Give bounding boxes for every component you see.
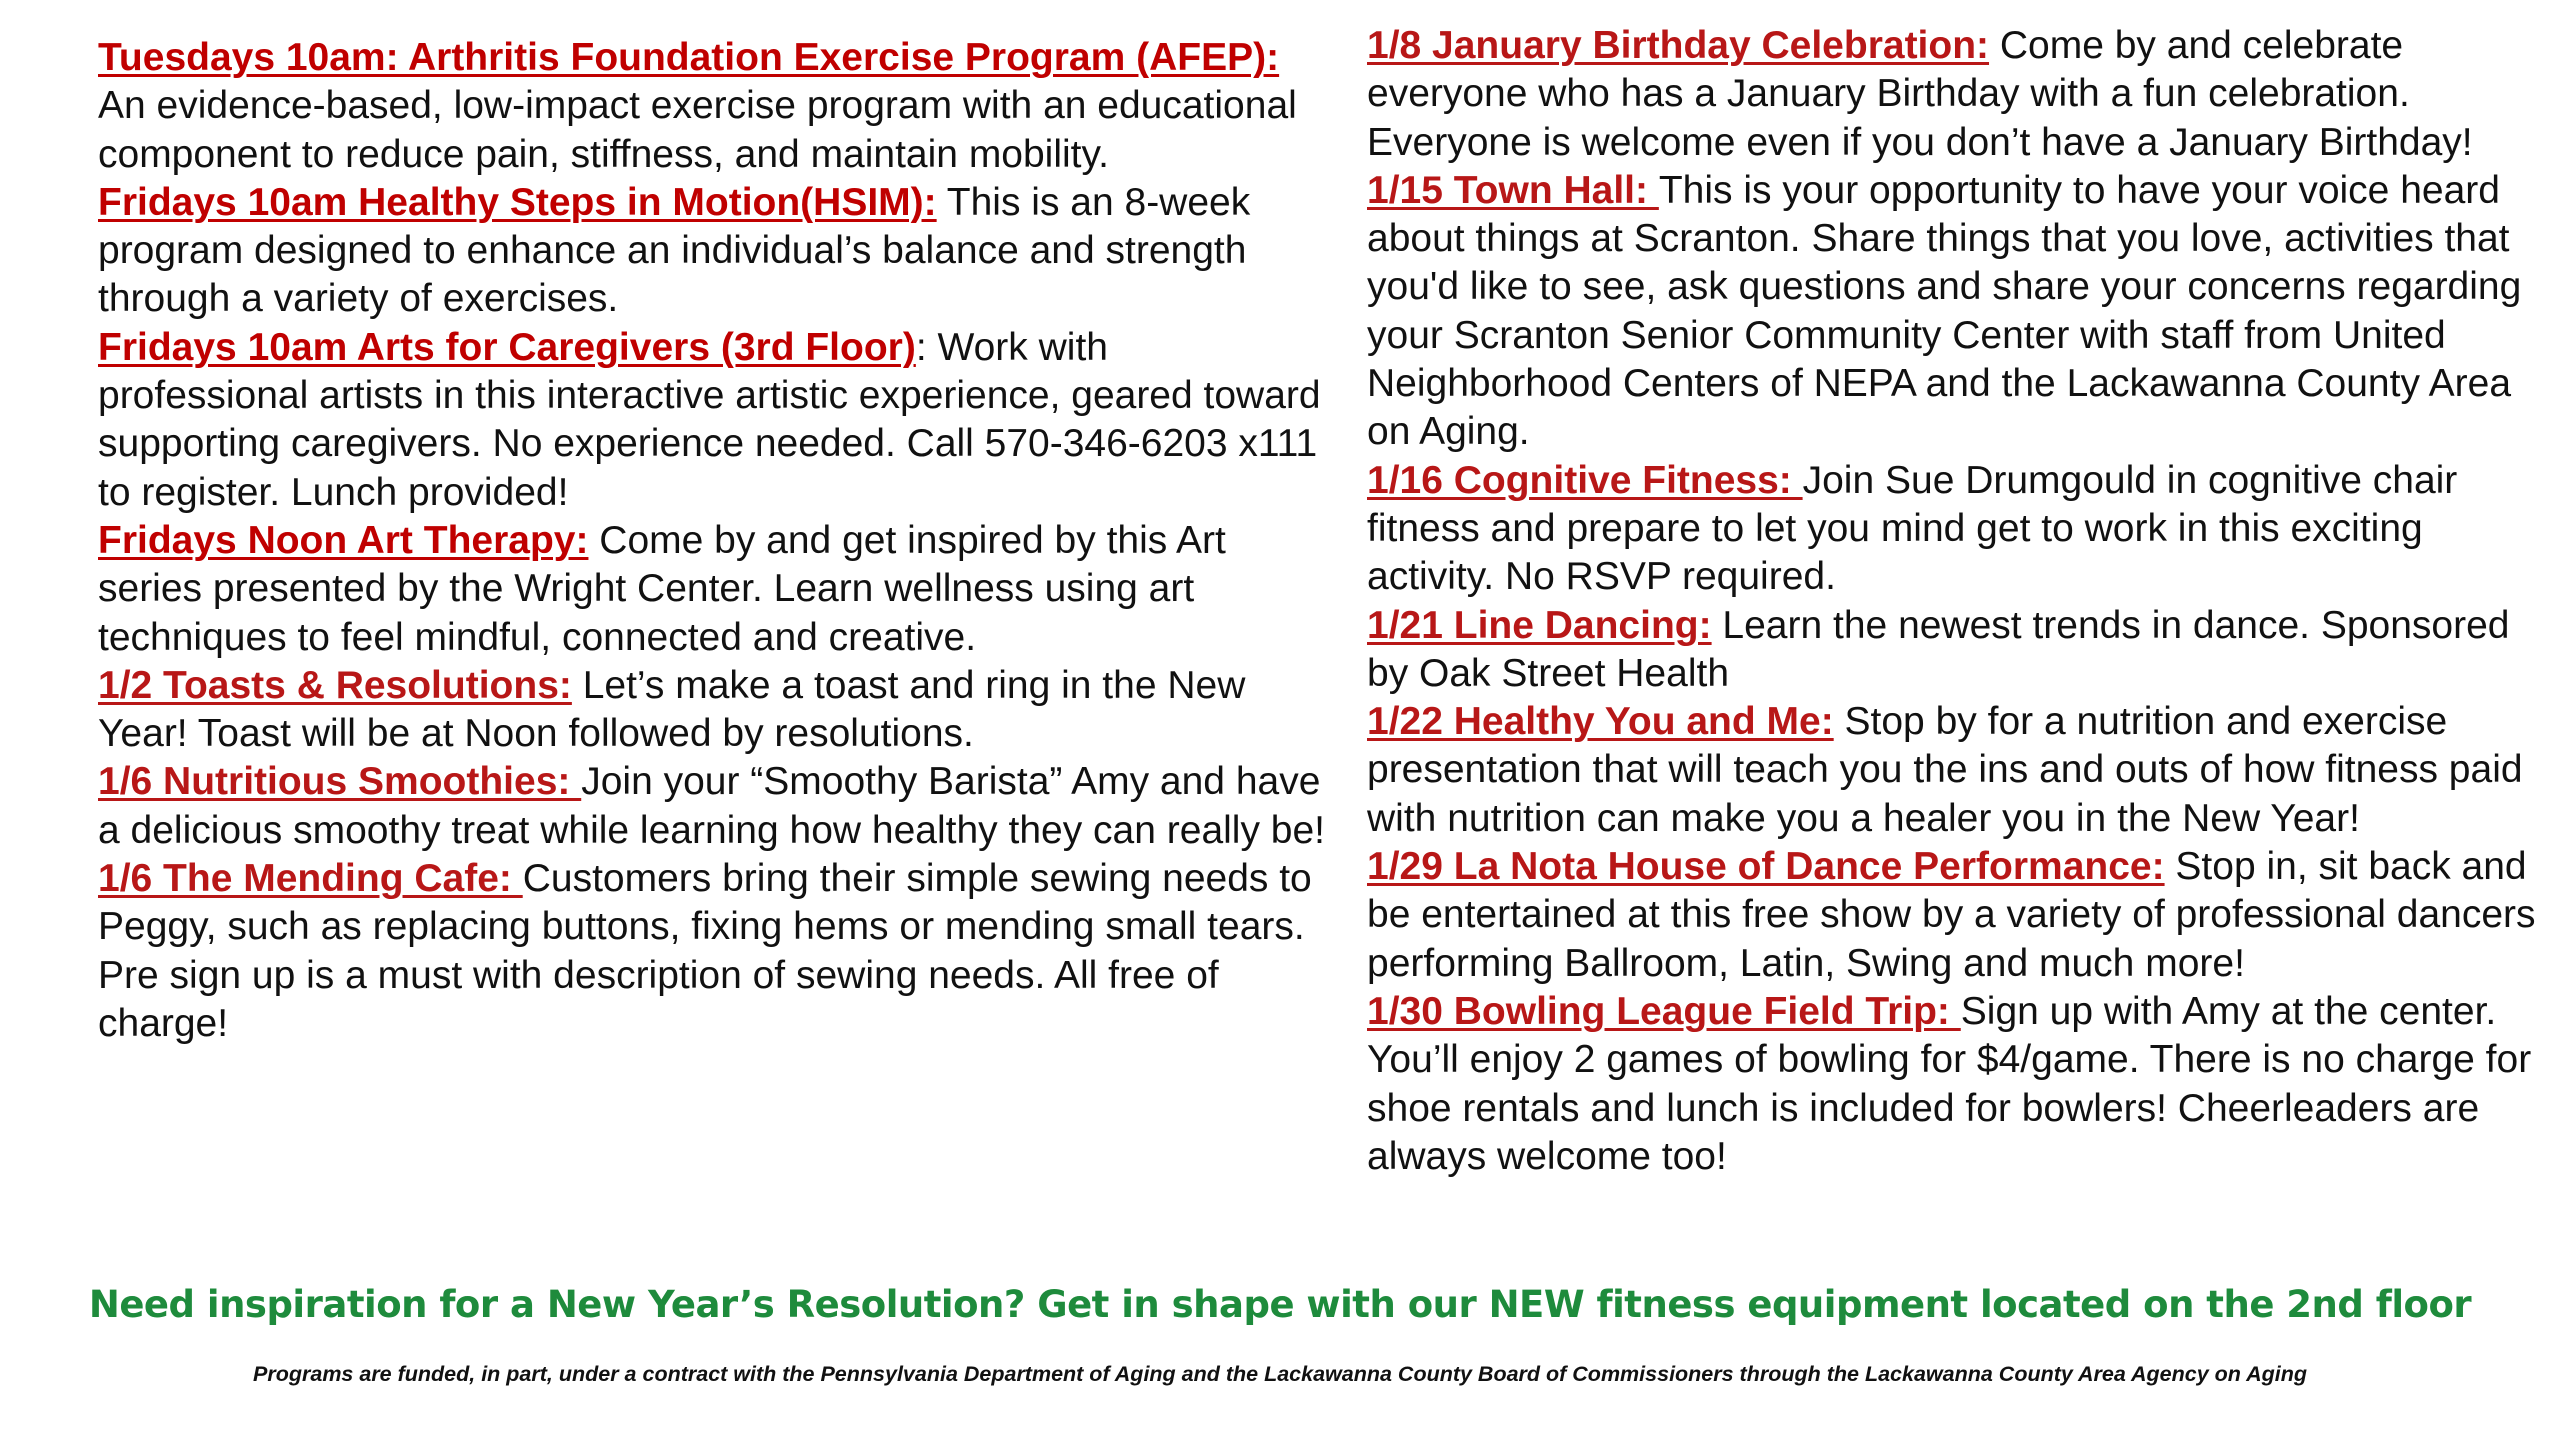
event-heading: 1/2 Toasts & Resolutions:	[98, 663, 572, 707]
event-heading: Fridays 10am Arts for Caregivers (3rd Floor)	[98, 325, 916, 369]
event-description: Customers bring their simple sewing needs to Peggy, such as replacing buttons, fixing hems or mending small tears. Pre sign up is a must with description of sewing needs. All free of charge!	[98, 857, 1312, 1045]
event-description: Let’s make a toast and ring in the New Year! Toast will be at Noon followed by resolutions.	[98, 663, 1246, 756]
event-heading: 1/15 Town Hall:	[1367, 168, 1659, 212]
event-line-dancing	[1367, 602, 2547, 699]
event-description: Sign up with Amy at the center. You’ll enjoy 2 games of bowling for $4/game. There is no charge for shoe rentals and lunch is included for bowlers! Cheerleaders are always welcome too!	[1367, 989, 2532, 1178]
event-heading: 1/8 January Birthday Celebration:	[1367, 24, 1990, 67]
left-column	[98, 34, 1328, 1048]
event-art-therapy	[98, 517, 1328, 662]
event-heading: Tuesdays 10am: Arthritis Foundation Exercise Program (AFEP):	[98, 36, 1280, 79]
event-bowling-trip	[1367, 988, 2547, 1181]
event-afep	[98, 34, 1328, 179]
event-nutritious-smoothies	[98, 758, 1328, 855]
funding-note: Programs are funded, in part, under a contract with the Pennsylvania Department of Aging and the Lackawanna County Board of Commissioners through the Lackawanna County Area Agency on Aging	[253, 1362, 2307, 1386]
inspiration-banner: Need inspiration for a New Year’s Resolution? Get in shape with our NEW fitness equipment located on the 2nd floor	[88, 1283, 2472, 1326]
event-heading: Fridays 10am Healthy Steps in Motion(HSIM):	[98, 180, 937, 224]
event-description: Come by and celebrate everyone who has a January Birthday with a fun celebration. Everyone is welcome even if you don’t have a January Birthday!	[1367, 24, 2473, 164]
event-heading: Fridays Noon Art Therapy:	[98, 518, 589, 562]
event-heading: 1/6 Nutritious Smoothies:	[98, 760, 582, 804]
event-heading: 1/22 Healthy You and Me:	[1367, 700, 1834, 744]
event-toasts-resolutions	[98, 662, 1328, 759]
event-january-birthday	[1367, 22, 2547, 167]
event-description: Come by and get inspired by this Art series presented by the Wright Center. Learn wellness using art techniques to feel mindful, connected and creative.	[98, 518, 1226, 659]
event-description: An evidence-based, low-impact exercise program with an educational component to reduce pain, stiffness, and maintain mobility.	[98, 84, 1297, 176]
event-heading: 1/30 Bowling League Field Trip:	[1367, 989, 1961, 1033]
right-column	[1367, 22, 2547, 1181]
event-hsim	[98, 179, 1328, 324]
event-mending-cafe	[98, 855, 1328, 1048]
event-description: Stop in, sit back and be entertained at this free show by a variety of professional dancers performing Ballroom, Latin, Swing and much more!	[1367, 845, 2536, 985]
event-description: Join your “Smoothy Barista” Amy and have a delicious smoothy treat while learning how healthy they can really be!	[98, 760, 1326, 852]
event-description: Join Sue Drumgould in cognitive chair fitness and prepare to let you mind get to work in this exciting activity. No RSVP required.	[1367, 458, 2458, 599]
event-heading: 1/29 La Nota House of Dance Performance:	[1367, 845, 2165, 889]
event-description: This is your opportunity to have your voice heard about things at Scranton. Share things that you love, activities that you'd like to see, ask questions and share your concerns regarding your Scranton Senior Community Center with staff from United Neighborhood Centers of NEPA and the Lackawanna County Area on Aging.	[1367, 168, 2522, 454]
event-description: Learn the newest trends in dance. Sponsored by Oak Street Health	[1367, 603, 2510, 695]
event-description: Stop by for a nutrition and exercise presentation that will teach you the ins and outs of how fitness paid with nutrition can make you a healer you in the New Year!	[1367, 700, 2523, 840]
event-description: : Work with professional artists in this interactive artistic experience, geared toward supporting caregivers. No experience needed. Call 570-346-6203 x111 to register. Lunch provided!	[98, 325, 1321, 514]
event-description: This is an 8-week program designed to enhance an individual’s balance and strength through a variety of exercises.	[98, 180, 1251, 321]
event-heading: 1/6 The Mending Cafe:	[98, 857, 523, 901]
event-heading: 1/21 Line Dancing:	[1367, 603, 1712, 647]
event-arts-for-caregivers	[98, 324, 1328, 517]
event-heading: 1/16 Cognitive Fitness:	[1367, 458, 1803, 502]
event-healthy-you-and-me	[1367, 698, 2547, 843]
event-la-nota-dance	[1367, 843, 2547, 988]
event-cognitive-fitness	[1367, 457, 2547, 602]
event-town-hall	[1367, 167, 2547, 457]
